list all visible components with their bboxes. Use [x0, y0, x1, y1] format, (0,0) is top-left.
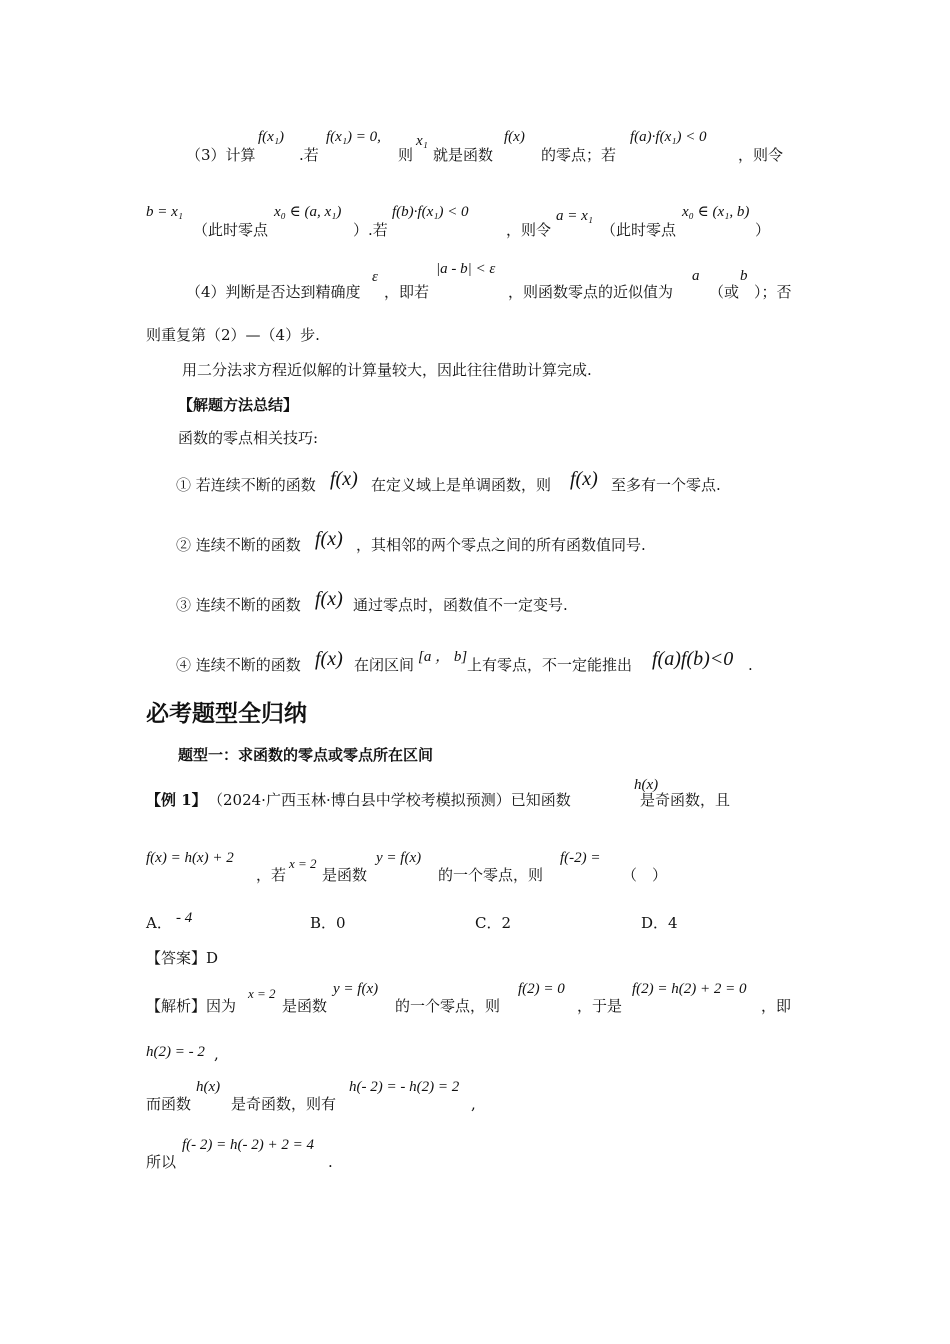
analysis-text: .: [328, 1153, 333, 1171]
math-fa-fx1: f(a)·f(x₁) < 0: [630, 129, 707, 145]
question-type-1: 题型一：求函数的零点或零点所在区间: [178, 746, 434, 764]
math-x0-in-a-x1: x₀ ∈ (a, x₁): [274, 204, 342, 220]
tip-1-text: 在定义域上是单调函数，则: [371, 476, 552, 494]
tip-3-text: ③ 连续不断的函数: [176, 596, 301, 614]
math-f-eq-h-plus-2: f(x) = h(x) + 2: [146, 850, 234, 866]
step3-text: 则: [398, 146, 414, 164]
math-f2-h2: f(2) = h(2) + 2 = 0: [632, 981, 747, 997]
step3b-text: ）.若: [353, 221, 388, 239]
math-f-x: f(x): [315, 648, 343, 670]
math-f-x: f(x): [315, 588, 343, 610]
option-d[interactable]: D．4: [641, 914, 678, 932]
tip-4-text: .: [748, 656, 753, 674]
step3b-text: ，则令: [506, 221, 552, 239]
analysis-text: ,: [471, 1095, 476, 1113]
math-b: b: [740, 268, 748, 284]
math-f-x: f(x): [570, 468, 598, 490]
note-paragraph: 用二分法求方程近似解的计算量较大，因此往往借助计算完成.: [182, 361, 592, 379]
math-f-neg2-result: f(- 2) = h(- 2) + 2 = 4: [182, 1137, 315, 1153]
math-x1: x₁: [416, 133, 428, 149]
step3b-text: （此时零点: [193, 221, 269, 239]
option-c[interactable]: C．2: [475, 914, 512, 932]
analysis-text: 是函数: [282, 997, 328, 1015]
section-heading: 必考题型全归纳: [146, 700, 307, 727]
step3-text: 就是函数: [433, 146, 494, 164]
math-h-x: h(x): [634, 777, 659, 793]
math-x-eq-2: x = 2: [248, 986, 276, 1001]
math-y-eq-f-x: y = f(x): [333, 981, 379, 997]
tip-4-text: 在闭区间: [354, 656, 415, 674]
tip-2-text: ，其相邻的两个零点之间的所有函数值同号.: [356, 536, 646, 554]
math-x-eq-2: x = 2: [289, 856, 317, 871]
example-text: （ ）: [622, 866, 668, 884]
analysis-text: 的一个零点，则: [395, 997, 501, 1015]
math-h-neg2: h(- 2) = - h(2) = 2: [349, 1079, 460, 1095]
tip-1-text: 至多有一个零点.: [611, 476, 721, 494]
example-text: ，若: [256, 866, 287, 884]
math-f-x: f(x): [330, 468, 358, 490]
step4-text: ）；否: [754, 283, 792, 301]
step4-text: （或: [709, 283, 740, 301]
summary-title: 【解题方法总结】: [178, 396, 299, 414]
math-a: a: [692, 268, 700, 284]
step4-text: （4）判断是否达到精确度: [186, 283, 361, 301]
analysis-text: 是奇函数，则有: [231, 1095, 337, 1113]
math-f-x1: f(x₁): [258, 129, 285, 145]
math-abs-a-b: |a - b| < ε: [436, 261, 496, 277]
math-f2-zero: f(2) = 0: [518, 981, 565, 997]
math-interval-a-b: [a ， b]: [418, 649, 468, 665]
tip-2-text: ② 连续不断的函数: [176, 536, 301, 554]
math-epsilon: ε: [372, 269, 378, 285]
math-x0-in-x1-b: x₀ ∈ (x₁, b): [682, 204, 750, 220]
step3-text: 的零点；若: [541, 146, 617, 164]
math-f-x: f(x): [315, 528, 343, 550]
math-f-neg2: f(-2) =: [560, 850, 601, 866]
example-text: 是函数: [322, 866, 368, 884]
tip-4-text: 上有零点，不一定能推出: [467, 656, 633, 674]
option-a[interactable]: A．: [146, 914, 172, 932]
option-b[interactable]: B．0: [310, 914, 346, 932]
step3b-text: ）: [755, 221, 771, 239]
example-tag: 【例 1】: [146, 791, 207, 809]
step3b-text: （此时零点: [601, 221, 677, 239]
math-h-x: h(x): [196, 1079, 221, 1095]
analysis-text: 而函数: [146, 1095, 192, 1113]
analysis-text: 所以: [146, 1153, 177, 1171]
step3-label: （3）计算: [186, 146, 256, 164]
analysis-text: 【解析】因为: [146, 997, 237, 1015]
tip-1-text: ① 若连续不断的函数: [176, 476, 316, 494]
analysis-text: ，即: [761, 997, 792, 1015]
example-text: 的一个零点，则: [438, 866, 544, 884]
tip-4-text: ④ 连续不断的函数: [176, 656, 301, 674]
step4-text: ，则函数零点的近似值为: [508, 283, 674, 301]
analysis-text: ，于是: [577, 997, 623, 1015]
step3-text: .若: [299, 146, 319, 164]
math-fb-fx1: f(b)·f(x₁) < 0: [392, 204, 469, 220]
answer: 【答案】D: [146, 949, 219, 967]
math-fa-fb-negative: f(a)f(b)<0: [652, 648, 734, 670]
step3-text: ，则令: [738, 146, 784, 164]
step4-text: 则重复第（2）—（4）步.: [146, 326, 320, 344]
math-b-x1: b = x₁: [146, 204, 183, 220]
example-text: 是奇函数，且: [640, 791, 731, 809]
tip-3-text: 通过零点时，函数值不一定变号.: [353, 596, 568, 614]
math-f-x: f(x): [504, 129, 525, 145]
step4-text: ，即若: [384, 283, 430, 301]
example-source: （2024·广西玉林·博白县中学校考模拟预测）已知函数: [208, 791, 571, 809]
analysis-text: ,: [214, 1045, 219, 1063]
option-a-value: - 4: [176, 910, 193, 926]
math-a-x1: a = x₁: [556, 208, 593, 224]
math-y-eq-f-x: y = f(x): [376, 850, 422, 866]
math-h2-neg2: h(2) = - 2: [146, 1044, 205, 1060]
math-f-x1-zero: f(x₁) = 0,: [326, 129, 381, 145]
summary-intro: 函数的零点相关技巧:: [178, 429, 319, 447]
